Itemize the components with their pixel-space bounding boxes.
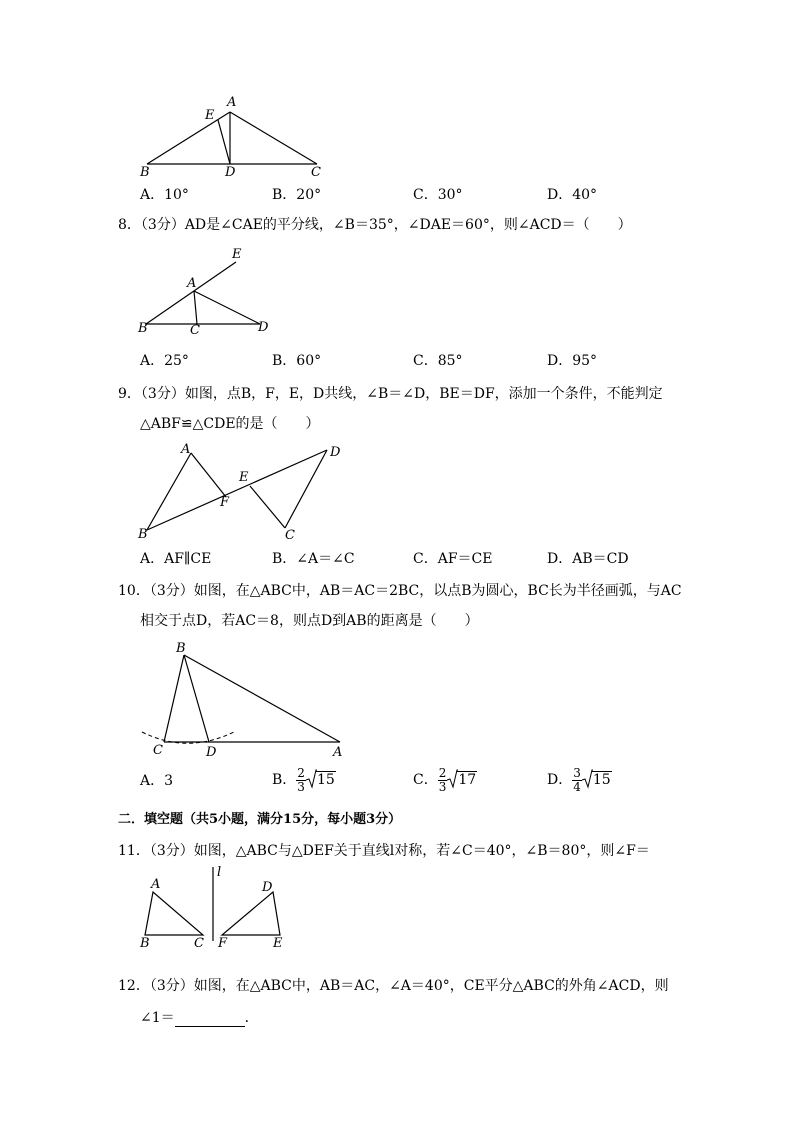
q8-option-b: B．60° <box>272 353 322 369</box>
q10-option-d-radicand: 15 <box>592 772 611 788</box>
q7-label-C: C <box>311 165 321 180</box>
q11-stem: 11．（3分）如图，△ABC与△DEF关于直线l对称，若∠C＝40°，∠B＝80°，则∠F＝ <box>118 843 650 859</box>
radical-sign-icon <box>447 769 458 789</box>
q9-label-E: E <box>239 470 249 485</box>
q10-option-c-denominator: 3 <box>438 779 447 794</box>
q10-option-c <box>413 764 477 796</box>
q8-label-D: D <box>258 320 269 335</box>
q9-figure <box>140 440 340 540</box>
q9-option-d: D．AB＝CD <box>547 551 629 567</box>
q9-label-C: C <box>285 528 295 543</box>
q10-label-D: D <box>206 745 217 760</box>
q8-option-a: A．25° <box>140 353 189 369</box>
q11-label-D: D <box>262 880 273 895</box>
q8-segment-AD <box>194 291 260 324</box>
q9-segment-BA <box>147 453 191 530</box>
q10-option-b-sqrt <box>306 771 336 789</box>
q12-stem-line2-suffix: ． <box>244 1010 259 1026</box>
q10-option-c-fraction <box>438 767 448 794</box>
q11-label-A: A <box>151 877 161 892</box>
q9-label-D: D <box>330 445 341 460</box>
radical-sign-icon <box>582 769 593 789</box>
q10-option-b-prefix: B． <box>272 772 297 788</box>
q10-option-b-numerator: 2 <box>297 765 305 780</box>
q8-label-C: C <box>190 323 200 338</box>
q9-segment-EC <box>250 486 285 528</box>
q10-label-B: B <box>176 641 186 656</box>
q11-triangle-ABC <box>145 892 203 935</box>
q10-option-d-numerator: 3 <box>573 765 581 780</box>
q8-option-c: C．85° <box>413 353 463 369</box>
q9-label-B: B <box>138 527 148 542</box>
q9-option-b: B．∠A＝∠C <box>272 551 355 567</box>
q10-figure <box>140 645 350 750</box>
q8-label-B: B <box>138 321 148 336</box>
q8-figure <box>140 247 270 330</box>
q8-stem: 8．（3分）AD是∠CAE的平分线，∠B＝35°，∠DAE＝60°，则∠ACD＝（ ） <box>118 217 632 233</box>
q10-stem-line1: 10．（3分）如图，在△ABC中，AB＝AC＝2BC，以点B为圆心，BC长为半径画弧，与AC <box>118 583 682 599</box>
q10-option-c-radicand: 17 <box>458 772 477 788</box>
q7-option-d: D．40° <box>547 187 598 203</box>
q10-label-C: C <box>153 743 163 758</box>
q10-segment-BD <box>184 655 209 742</box>
q7-option-a: A．10° <box>140 187 189 203</box>
q10-option-c-prefix: C． <box>413 772 438 788</box>
q7-figure <box>140 100 330 170</box>
q11-triangle-DEF <box>222 892 280 935</box>
q11-label-F: F <box>218 936 228 951</box>
q10-option-d-prefix: D． <box>547 772 573 788</box>
q9-stem-line2: △ABF≌△CDE的是（ ） <box>140 416 320 432</box>
q10-option-c-numerator: 2 <box>438 765 447 780</box>
q12-answer-blank[interactable] <box>175 1012 245 1027</box>
q12-stem-line2 <box>140 1009 259 1027</box>
q10-option-b-fraction <box>296 767 306 794</box>
q10-segment-BA <box>184 655 340 742</box>
q10-option-d-sqrt <box>582 771 612 789</box>
q11-label-B: B <box>140 936 150 951</box>
q10-option-b-denominator: 3 <box>297 779 305 794</box>
q7-segment-BA <box>147 112 230 164</box>
q10-option-a: A．3 <box>140 773 174 789</box>
q10-label-A: A <box>333 745 343 760</box>
q8-segment-BE <box>146 262 236 324</box>
q8-label-A: A <box>187 276 197 291</box>
q10-option-d-fraction <box>572 767 582 794</box>
q9-label-A: A <box>181 442 191 457</box>
q9-segment-AF <box>191 453 226 497</box>
q11-label-C: C <box>194 936 204 951</box>
q11-label-l: l <box>217 865 222 880</box>
q9-stem-line1: 9．（3分）如图，点B，F，E，D共线，∠B＝∠D，BE＝DF，添加一个条件，不能判定 <box>118 386 663 402</box>
q7-label-E: E <box>205 108 215 123</box>
q12-stem-line2-prefix: ∠1＝ <box>140 1010 175 1026</box>
q7-option-b: B．20° <box>272 187 322 203</box>
q12-stem-line1: 12．（3分）如图，在△ABC中，AB＝AC，∠A＝40°，CE平分△ABC的外角∠ACD，则 <box>118 978 669 994</box>
q11-label-E: E <box>273 936 283 951</box>
q8-segment-AC <box>194 291 197 324</box>
radical-sign-icon <box>306 769 317 789</box>
q10-option-b-radicand: 15 <box>316 772 335 788</box>
q10-option-c-sqrt <box>447 771 477 789</box>
q9-segment-BD <box>147 450 327 530</box>
q10-option-d <box>547 764 612 796</box>
q7-label-B: B <box>140 165 150 180</box>
q10-option-d-denominator: 4 <box>573 779 581 794</box>
q10-option-b <box>272 764 336 796</box>
q7-option-c: C．30° <box>413 187 463 203</box>
q8-option-d: D．95° <box>547 353 598 369</box>
q9-label-F: F <box>220 495 230 510</box>
q7-label-A: A <box>227 95 237 110</box>
q9-segment-CD <box>285 450 327 528</box>
q8-label-E: E <box>232 247 242 262</box>
q9-option-c: C．AF＝CE <box>413 551 493 567</box>
section-heading-fill-in: 二．填空题（共5小题，满分15分，每小题3分） <box>118 812 402 827</box>
q10-stem-line2: 相交于点D，若AC＝8，则点D到AB的距离是（ ） <box>140 613 479 629</box>
q9-option-a: A．AF∥CE <box>140 551 212 567</box>
q7-segment-AC <box>230 112 317 164</box>
q10-segment-BC <box>164 655 184 742</box>
q7-segment-ED <box>218 120 230 164</box>
q7-label-D: D <box>225 165 236 180</box>
